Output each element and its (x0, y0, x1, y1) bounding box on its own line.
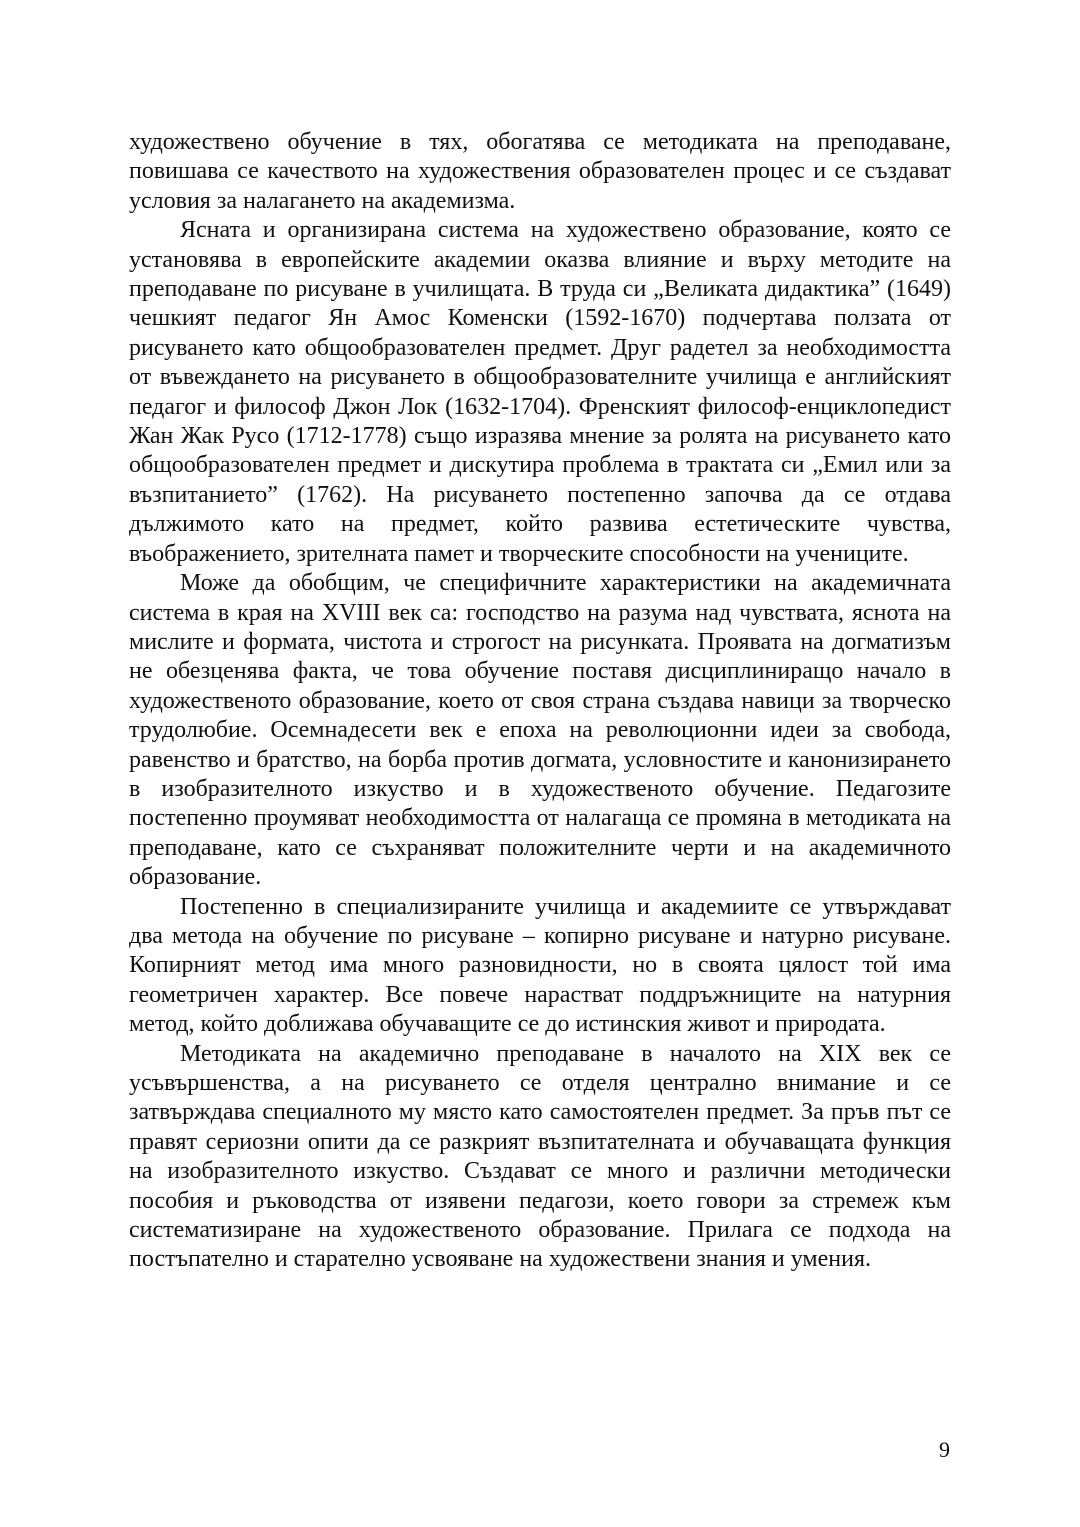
paragraph-5: Методиката на академично преподаване в началото на XIX век се усъвършенства, а на рисуването се отделя централно внимание и се затвърждава специалното му място като самостоятелен предмет. За пръв път се правят сериозни опити да се разкрият възпитателната и обучаващата функция на изобразителното изкуство. Създават се много и различни методически пособия и ръководства от изявени педагози, което говори за стремеж към систематизиране на художественото образование. Прилага се подхода на постъпателно и старателно усвояване на художествени знания и умения. (129, 1040, 951, 1273)
paragraph-2: Ясната и организирана система на художествено образование, която се установява в европейските академии оказва влияние и върху методите на преподаване по рисуване в училищата. В труда си „Великата дидактика” (1649) чешкият педагог Ян Амос Коменски (1592-1670) подчертава ползата от рисуването като общообразователен предмет. Друг радетел за необходимостта от въвеждането на рисуването в общообразователните училища е английският педагог и философ Джон Лок (1632-1704). Френският философ-енциклопедист Жан Жак Русо (1712-1778) също изразява мнение за ролята на рисуването като общообразователен предмет и дискутира проблема в трактата си „Емил или за възпитанието” (1762). На рисуването постепенно започва да се отдава дължимото като на предмет, който развива естетическите чувства, въображението, зрителната памет и творческите способности на учениците. (129, 217, 951, 567)
paragraph-1: художествено обучение в тях, обогатява се методиката на преподаване, повишава се качеството на художествения образователен процес и се създават условия за налагането на академизма. (129, 129, 951, 214)
paragraph-4: Постепенно в специализираните училища и академиите се утвърждават два метода на обучение по рисуване – копирно рисуване и натурно рисуване. Копирният метод има много разновидности, но в своята цялост той има геометричен характер. Все повече нарастват поддръжниците на натурния метод, който доближава обучаващите се до истинския живот и природата. (129, 893, 951, 1038)
page-number: 9 (939, 1437, 950, 1462)
paragraph-3: Може да обобщим, че специфичните характеристики на академичната система в края на XVIII век са: господство на разума над чувствата, яснота на мислите и формата, чистота и строгост на рисунката. Проявата на догматизъм не обезценява факта, че това обучение поставя дисциплиниращо начало в художественото образование, което от своя страна създава навици за творческо трудолюбие. Осемнадесети век е епоха на революционни идеи за свобода, равенство и братство, на борба против догмата, условностите и канонизирането в изобразителното изкуство и в художественото обучение. Педагозите постепенно проумяват необходимостта от налагаща се промяна в методиката на преподаване, като се съхраняват положителните черти и на академичното образование. (129, 570, 951, 891)
body-text (129, 128, 951, 1275)
